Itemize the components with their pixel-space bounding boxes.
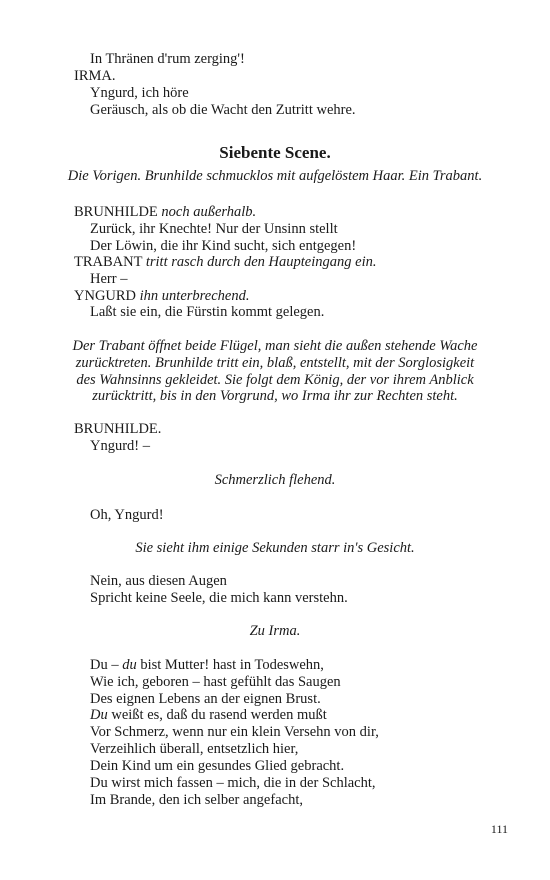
stage-direction: Schmerzlich flehend. [214,472,336,488]
verse-text: Du – [90,657,119,673]
emphasis: Du [90,707,108,723]
page-number: 111 [490,822,508,836]
verse-line: Yngurd! – [90,438,151,454]
verse-line: Vor Schmerz, wenn nur ein klein Versehn von dir, [90,724,379,740]
scene-description [0,167,550,185]
verse-text: weißt es, daß du rasend werden mußt [111,707,327,723]
verse-line: Der Löwin, die ihr Kind sucht, sich entgegen! [90,238,357,254]
stage-direction: des Wahnsinns gekleidet. Sie folgt dem König, der vor ihrem Anblick [76,372,474,388]
stage-direction-line [0,539,550,557]
verse-text: bist Mutter! hast in Todeswehn, [140,657,324,673]
stage-direction: zurücktreten. Brunhilde tritt ein, blaß, entstellt, mit der Sorglosigkeit [75,355,475,371]
stage-direction: Zu Irma. [249,623,301,639]
verse-line: In Thränen d'rum zerging'! [90,51,245,67]
speaker-name: BRUNHILDE [74,204,158,220]
stage-direction: Die Vorigen. Brunhilde schmucklos mit aufgelöstem Haar. Ein Trabant. [67,168,483,184]
emphasis: du [122,657,137,673]
verse-line: Yngurd, ich höre [90,85,189,101]
speaker-name: BRUNHILDE. [74,421,162,437]
scene-heading: Siebente Scene. [219,143,331,162]
speaker-name: IRMA. [74,68,116,84]
verse-line: Oh, Yngurd! [90,507,164,523]
verse-line: Laßt sie ein, die Fürstin kommt gelegen. [90,304,325,320]
stage-direction: noch außerhalb. [161,204,257,220]
stage-direction: tritt rasch durch den Haupteingang ein. [145,254,377,270]
verse-line: Im Brande, den ich selber angefacht, [90,792,303,808]
speaker-line [74,203,256,221]
speaker-name: TRABANT [74,254,143,270]
stage-direction-line [0,471,550,489]
verse-line: Des eignen Lebens an der eignen Brust. [90,691,321,707]
stage-direction: Sie sieht ihm einige Sekunden starr in's Gesicht. [135,540,415,556]
speaker-name: YNGURD [74,288,137,304]
verse-line: Zurück, ihr Knechte! Nur der Unsinn stellt [90,221,338,237]
stage-direction: ihn unterbrechend. [139,288,250,304]
verse-line: Spricht keine Seele, die mich kann verstehn. [90,590,348,606]
verse-line: Nein, aus diesen Augen [90,573,227,589]
stage-direction: zurücktritt, bis in den Vorgrund, wo Irma ihr zur Rechten steht. [92,388,458,404]
verse-line: Wie ich, geboren – hast gefühlt das Saugen [90,674,341,690]
verse-line: Dein Kind um ein gesundes Glied gebracht. [90,758,345,774]
speaker-line [74,253,376,271]
verse-line [90,706,327,724]
verse-line: Du wirst mich fassen – mich, die in der Schlacht, [90,775,376,791]
verse-line [90,656,324,674]
stage-direction-line [0,622,550,640]
verse-line: Geräusch, als ob die Wacht den Zutritt wehre. [90,102,356,118]
stage-direction-block [0,354,550,372]
verse-line: Verzeihlich überall, entsetzlich hier, [90,741,299,757]
verse-line: Herr – [90,271,128,287]
stage-direction: Der Trabant öffnet beide Flügel, man sieht die außen stehende Wache [72,338,478,354]
stage-direction-block [0,387,550,405]
stage-direction-block [0,337,550,355]
